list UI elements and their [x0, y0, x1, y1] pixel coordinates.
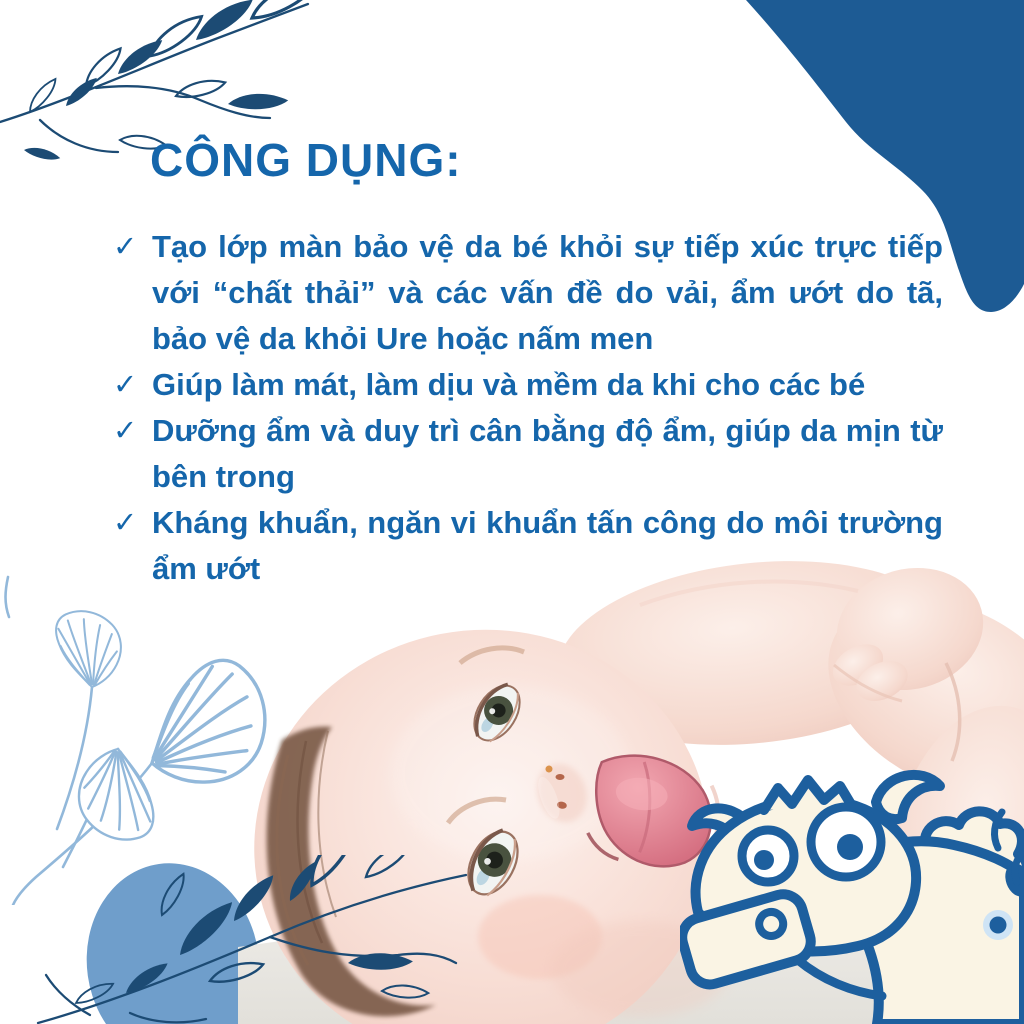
- list-item-text: Tạo lớp màn bảo vệ da bé khỏi sự tiếp xúc trực tiếp với “chất thải” và các vấn đề do vải, ẩm ướt do tã, bảo vệ da khỏi Ure hoặc nấm men: [152, 229, 943, 356]
- benefits-list: [113, 224, 943, 592]
- list-item-text: Dưỡng ẩm và duy trì cân bằng độ ẩm, giúp da mịn từ bên trong: [152, 413, 943, 494]
- list-item: [113, 408, 943, 500]
- page-title: CÔNG DỤNG:: [150, 134, 462, 186]
- list-item: [113, 224, 943, 362]
- check-icon: ✓: [113, 415, 138, 447]
- list-item: [113, 500, 943, 592]
- list-item-text: Kháng khuẩn, ngăn vi khuẩn tấn công do môi trường ẩm ướt: [152, 505, 943, 586]
- cow-icon: [680, 762, 1024, 1024]
- list-item: [113, 362, 943, 408]
- branch-bottom-icon: [30, 855, 470, 1024]
- list-item-text: Giúp làm mát, làm dịu và mềm da khi cho các bé: [152, 367, 866, 402]
- check-icon: ✓: [113, 369, 138, 401]
- check-icon: ✓: [113, 507, 138, 539]
- check-icon: ✓: [113, 231, 138, 263]
